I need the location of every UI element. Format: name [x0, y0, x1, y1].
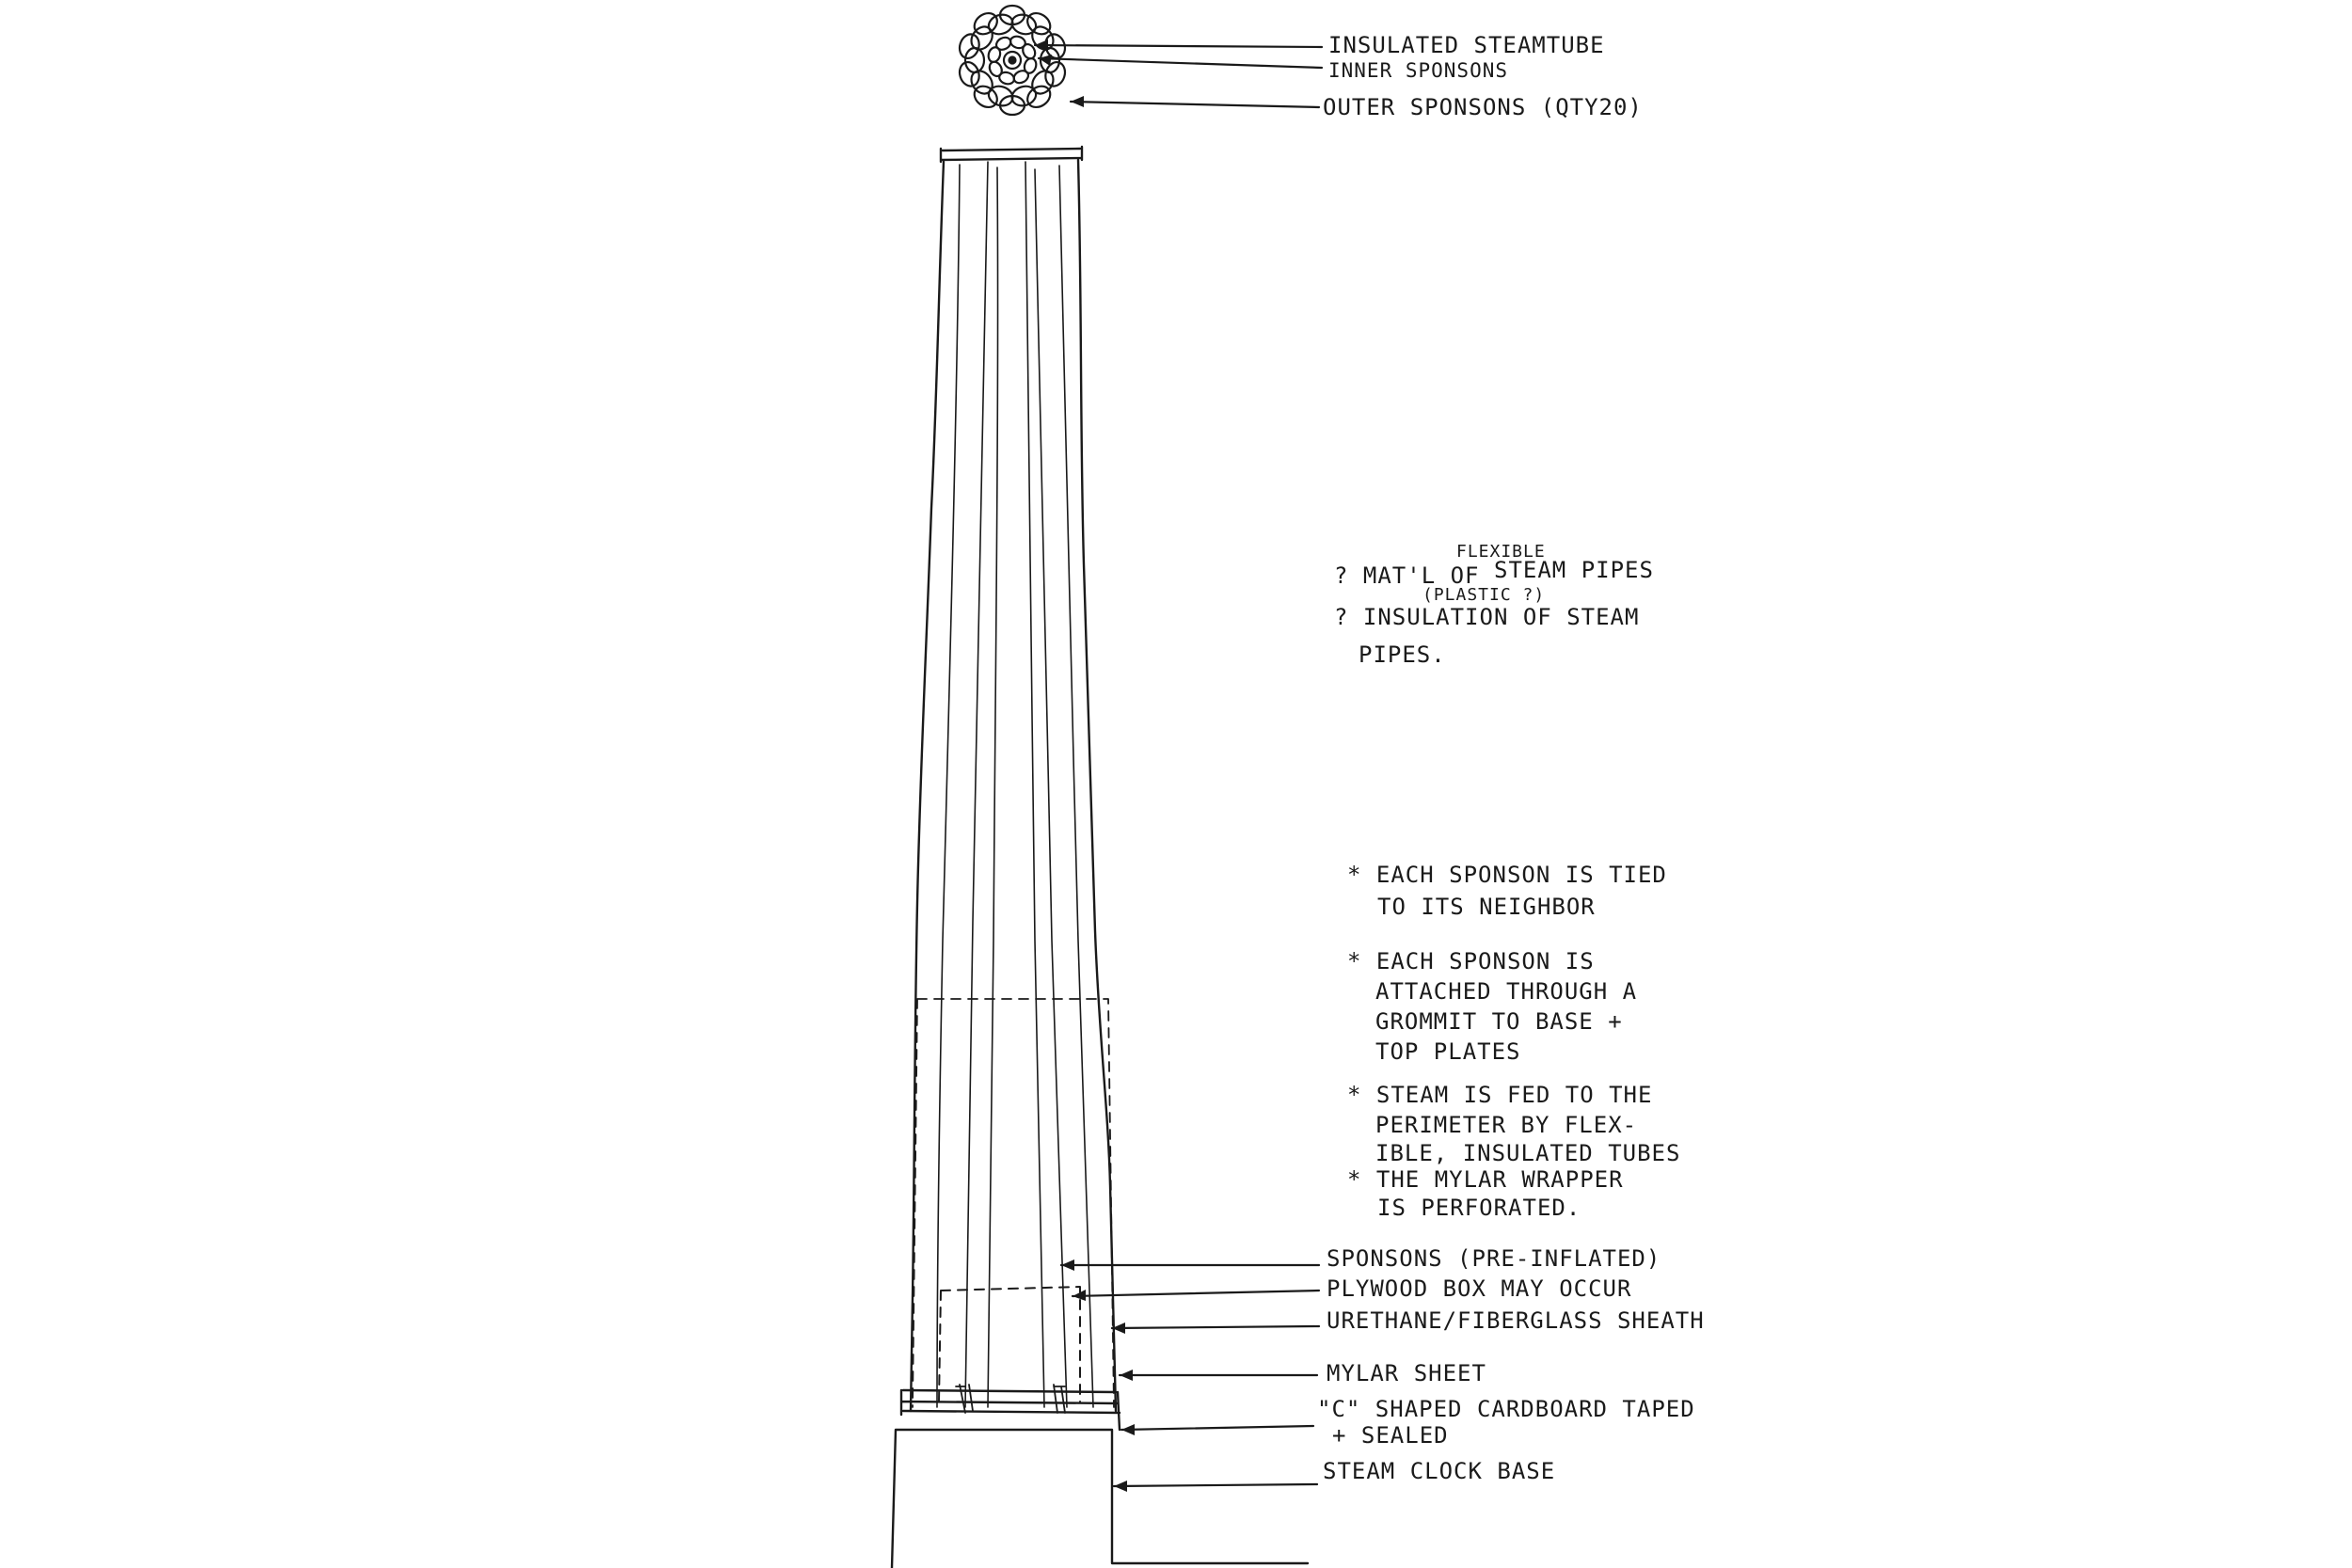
steamtube-core — [1009, 57, 1016, 64]
outer-sponson — [965, 48, 984, 72]
label-urethane-fiberglass-sheath: URETHANE/FIBERGLASS SHEATH — [1327, 1307, 1705, 1334]
question-1-note: (PLASTIC ?) — [1422, 585, 1546, 605]
note-1-line-2: TO ITS NEIGHBOR — [1377, 894, 1596, 920]
label-plywood-box: PLYWOOD BOX MAY OCCUR — [1327, 1275, 1632, 1302]
label-inner-sponsons: INNER SPONSONS — [1328, 59, 1509, 82]
steam-clock-base — [892, 1430, 1308, 1568]
question-2-line-1: ? INSULATION OF STEAM — [1334, 604, 1640, 630]
plan-view-sponson-cluster — [957, 6, 1068, 115]
note-3-line-2: PERIMETER BY FLEX- — [1375, 1112, 1638, 1138]
top-plate — [941, 147, 1082, 162]
label-sponsons: SPONSONS (PRE-INFLATED) — [1327, 1245, 1661, 1272]
note-2-line-2: ATTACHED THROUGH A — [1375, 978, 1638, 1005]
leader-lines — [1035, 45, 1322, 1486]
base-plate — [901, 1390, 1120, 1430]
label-mylar-sheet: MYLAR SHEET — [1327, 1360, 1486, 1386]
note-4-line-1: * THE MYLAR WRAPPER — [1347, 1166, 1624, 1193]
question-1-suffix: STEAM PIPES — [1494, 557, 1654, 583]
note-3-line-1: * STEAM IS FED TO THE — [1347, 1082, 1653, 1108]
note-4-line-2: IS PERFORATED. — [1377, 1195, 1581, 1221]
question-2-line-2: PIPES. — [1359, 641, 1446, 668]
label-insulated-steamtube: INSULATED STEAMTUBE — [1328, 32, 1605, 58]
question-1-prefix: ? MAT'L OF — [1334, 562, 1480, 589]
outer-sponson — [957, 59, 982, 88]
note-2-line-4: TOP PLATES — [1375, 1038, 1521, 1065]
question-1-flexible: FLEXIBLE — [1456, 542, 1546, 562]
note-3-line-3: IBLE, INSULATED TUBES — [1375, 1140, 1681, 1166]
open-questions — [1334, 542, 1654, 668]
label-cardboard-line-2: + SEALED — [1332, 1422, 1449, 1449]
outer-sponson — [957, 32, 982, 61]
outer-sponson — [1042, 59, 1068, 88]
notes — [1347, 862, 1680, 1221]
column-elevation — [892, 147, 1308, 1568]
label-steam-clock-base: STEAM CLOCK BASE — [1323, 1458, 1556, 1484]
mid-dashed-box — [913, 999, 1114, 1407]
column-outline-right — [1078, 160, 1116, 1411]
note-2-line-1: * EACH SPONSON IS — [1347, 948, 1595, 974]
note-1-line-1: * EACH SPONSON IS TIED — [1347, 862, 1667, 888]
label-cardboard-line-1: "C" SHAPED CARDBOARD TAPED — [1317, 1396, 1695, 1422]
label-outer-sponsons: OUTER SPONSONS (QTY20) — [1323, 94, 1643, 120]
note-2-line-3: GROMMIT TO BASE + — [1375, 1008, 1623, 1035]
arrowheads — [1035, 40, 1135, 1492]
